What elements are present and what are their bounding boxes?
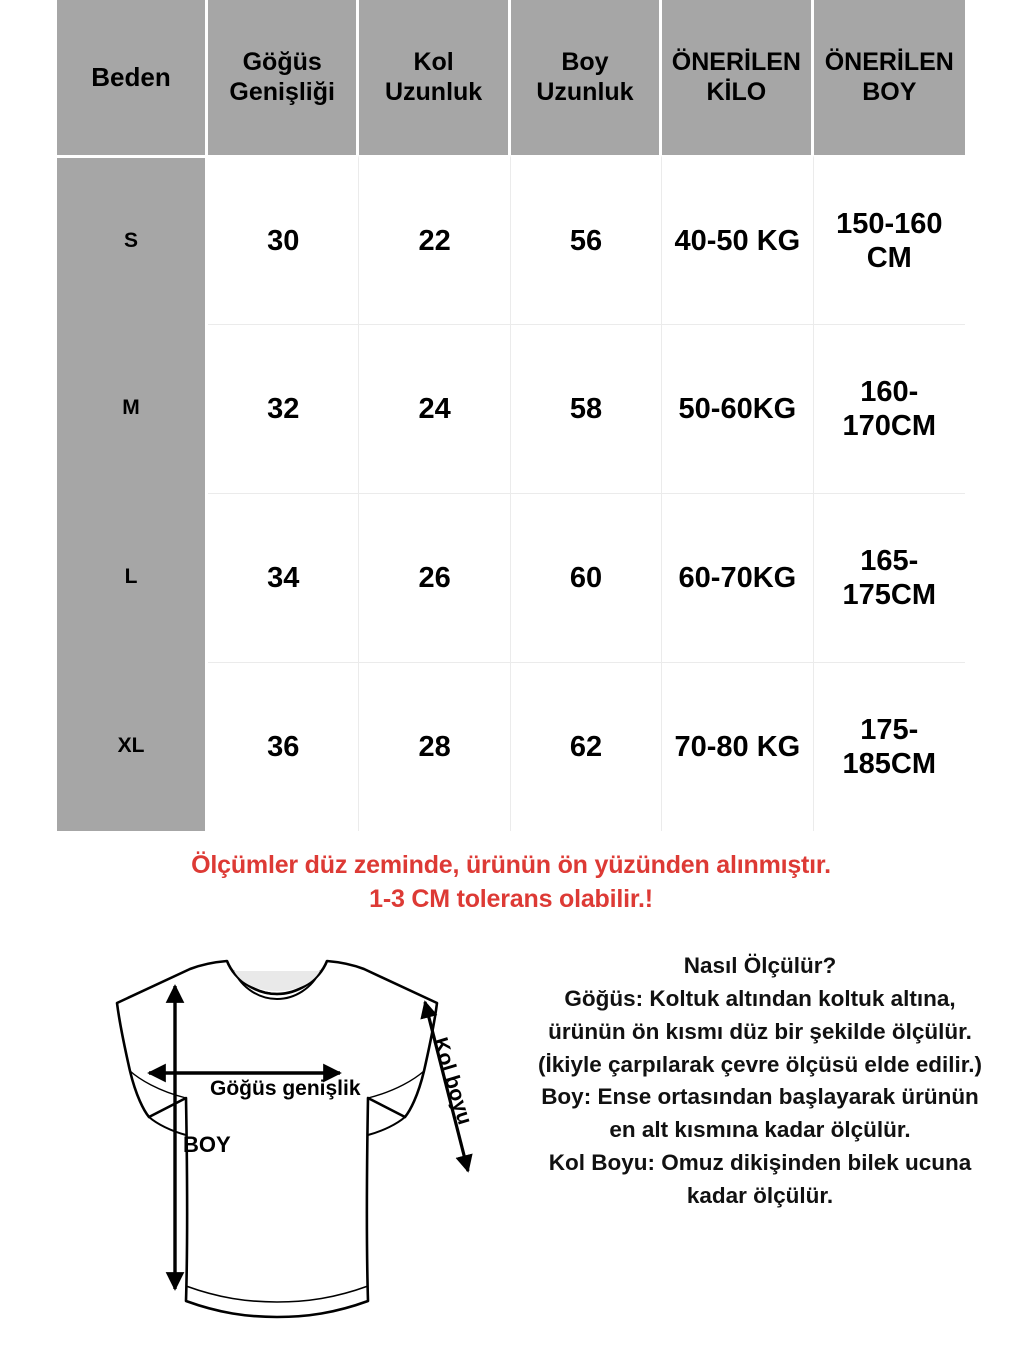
length-label: BOY: [183, 1132, 231, 1157]
howto-chest-desc: Göğüs: Koltuk altından koltuk altına, ürünün ön kısmı düz bir şekilde ölçülür. (İkiyle çarpılarak çevre ölçüsü elde edilir.): [538, 985, 982, 1077]
cell-gogus-genisligi: 36: [208, 662, 359, 831]
column-header-kol-uzunluk: Kol Uzunluk: [359, 0, 510, 155]
cell-onerilen-boy: 165-175CM: [814, 493, 965, 662]
measurement-notice: [57, 848, 965, 916]
chest-label: Göğüs genişlik: [210, 1077, 361, 1100]
cell-boy-uzunluk: 56: [511, 155, 662, 324]
notice-line-1: Ölçümler düz zeminde, ürünün ön yüzünden alınmıştır.: [191, 851, 831, 879]
table-row: [57, 324, 965, 493]
cell-kol-uzunluk: 24: [359, 324, 510, 493]
howto-title: Nasıl Ölçülür?: [683, 953, 837, 978]
column-header-onerilen-kilo: ÖNERİLEN KİLO: [662, 0, 813, 155]
cell-onerilen-kilo: 60-70KG: [662, 493, 813, 662]
cell-onerilen-boy: 160-170CM: [814, 324, 965, 493]
right-cuff-line: [368, 1117, 405, 1135]
cell-onerilen-kilo: 50-60KG: [662, 324, 813, 493]
column-header-beden: Beden: [57, 0, 208, 155]
table-row: [57, 662, 965, 831]
notice-line-2: 1-3 CM tolerans olabilir.!: [369, 885, 653, 913]
tshirt-outline: [117, 961, 437, 1317]
cell-gogus-genisligi: 32: [208, 324, 359, 493]
cell-boy-uzunluk: 58: [511, 324, 662, 493]
table-header-row: [57, 0, 965, 155]
column-header-gogus-genisligi: Göğüs Genişliği: [208, 0, 359, 155]
cell-boy-uzunluk: 60: [511, 493, 662, 662]
column-header-onerilen-boy: ÖNERİLEN BOY: [814, 0, 965, 155]
tshirt-measurement-diagram: [35, 945, 520, 1350]
table-row: [57, 155, 965, 324]
cell-onerilen-boy: 150-160 CM: [814, 155, 965, 324]
cell-gogus-genisligi: 30: [208, 155, 359, 324]
cell-onerilen-boy: 175-185CM: [814, 662, 965, 831]
cell-boy-uzunluk: 62: [511, 662, 662, 831]
cell-beden: L: [57, 493, 208, 662]
how-to-measure-text: [525, 950, 995, 1213]
cell-beden: M: [57, 324, 208, 493]
sleeve-label: Kol boyu: [428, 1034, 477, 1128]
howto-length-desc: Boy: Ense ortasından başlayarak ürünün en alt kısmına kadar ölçülür.: [541, 1084, 979, 1143]
bottom-section: [0, 940, 1020, 1360]
left-cuff-line: [149, 1117, 186, 1135]
cell-onerilen-kilo: 70-80 KG: [662, 662, 813, 831]
cell-gogus-genisligi: 34: [208, 493, 359, 662]
cell-kol-uzunluk: 26: [359, 493, 510, 662]
cell-kol-uzunluk: 28: [359, 662, 510, 831]
cell-beden: S: [57, 155, 208, 324]
howto-sleeve-desc: Kol Boyu: Omuz dikişinden bilek ucuna kadar ölçülür.: [548, 1150, 972, 1208]
cell-beden: XL: [57, 662, 208, 831]
column-header-boy-uzunluk: Boy Uzunluk: [511, 0, 662, 155]
size-chart-table: [57, 0, 965, 831]
table-row: [57, 493, 965, 662]
cell-kol-uzunluk: 22: [359, 155, 510, 324]
cell-onerilen-kilo: 40-50 KG: [662, 155, 813, 324]
